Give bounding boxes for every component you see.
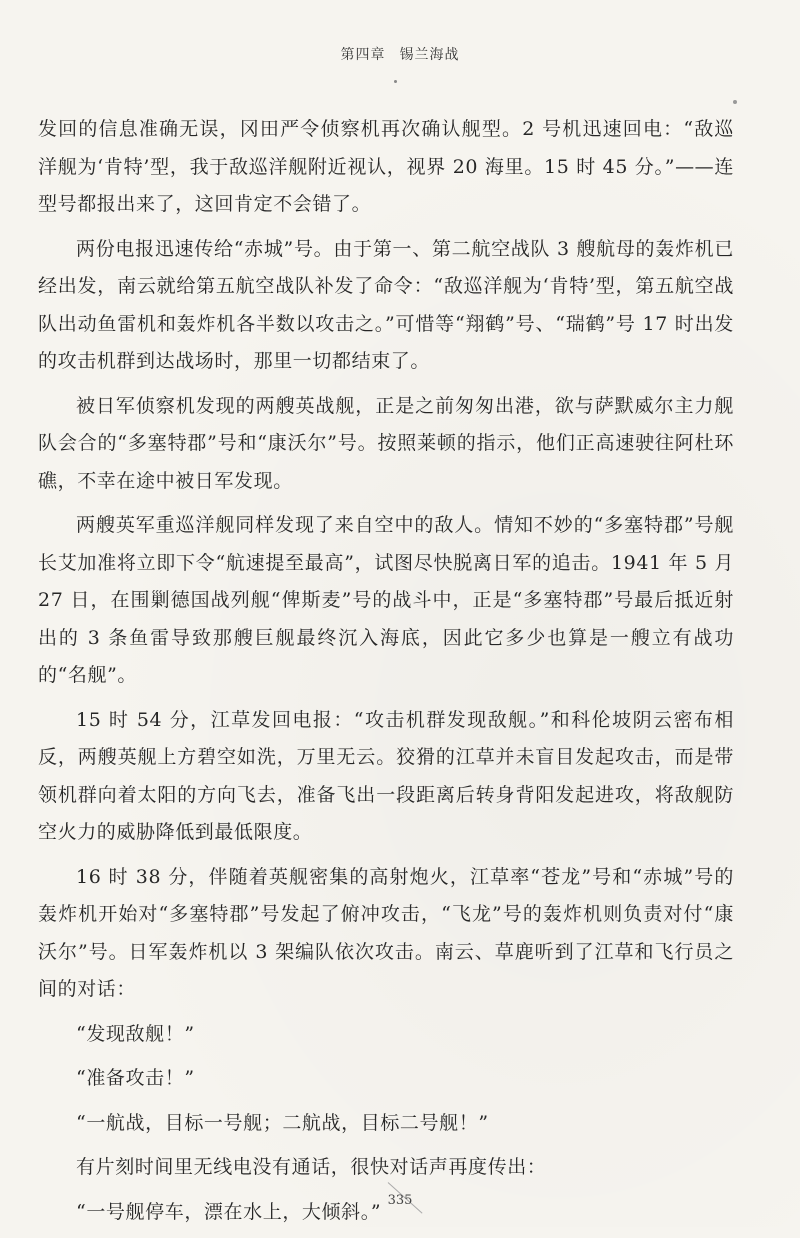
paragraph: 15 时 54 分，江草发回电报：“攻击机群发现敌舰。”和科伦坡阴云密布相反，两艘英舰上方碧空如洗，万里无云。狡猾的江草并未盲目发起攻击，而是带领机群向着太阳的方向飞去，准备飞出一段距离后转身背阳发起进攻，将敌舰防空火力的威胁降低到最低限度。 [38,708,734,843]
paragraph: 两艘英军重巡洋舰同样发现了来自空中的敌人。情知不妙的“多塞特郡”号舰长艾加准将立即下令“航速提至最高”，试图尽快脱离日军的追击。1941 年 5 月 27 日，在围剿德国战列舰“俾斯麦”号的战斗中，正是“多塞特郡”号最后抵近射出的 3 条鱼雷导致那艘巨舰最终沉入海底，因此它多少也算是一艘立有战功的“名舰”。 [38,514,734,686]
body-text [38,111,734,1238]
page-speck [733,100,737,104]
paragraph: 被日军侦察机发现的两艘英战舰，正是之前匆匆出港，欲与萨默威尔主力舰队会合的“多塞特郡”号和“康沃尔”号。按照莱顿的指示，他们正高速驶往阿杜环礁，不幸在途中被日军发现。 [38,394,734,492]
paragraph: 发回的信息准确无误，冈田严令侦察机再次确认舰型。2 号机迅速回电：“敌巡洋舰为‘肯特’型，我于敌巡洋舰附近视认，视界 20 海里。15 时 45 分。”——连型号都报出来了，这回肯定不会错了。 [38,118,734,215]
dialogue-line: “发现敌舰！” [76,1022,195,1045]
dialogue-line: “一航战，目标一号舰；二航战，目标二号舰！” [76,1111,489,1134]
dialogue-line: “准备攻击！” [76,1067,195,1089]
chapter-title: 锡兰海战 [399,47,460,63]
paragraph: 有片刻时间里无线电没有通话，很快对话声再度传出： [76,1156,547,1178]
chapter-number: 第四章 [340,47,386,63]
paragraph: 16 时 38 分，伴随着英舰密集的高射炮火，江草率“苍龙”号和“赤城”号的轰炸机开始对“多塞特郡”号发起了俯冲攻击，“飞龙”号的轰炸机则负责对付“康沃尔”号。日军轰炸机以 3 架编队依次攻击。南云、草鹿听到了江草和飞行员之间的对话： [38,865,734,1000]
header-ornament [394,80,397,83]
page-number: 335 [387,1193,413,1208]
paragraph: 两份电报迅速传给“赤城”号。由于第一、第二航空战队 3 艘航母的轰炸机已经出发，南云就给第五航空战队补发了命令：“敌巡洋舰为‘肯特’型，第五航空战队出动鱼雷机和轰炸机各半数以攻击之。”可惜等“翔鹤”号、“瑞鹤”号 17 时出发的攻击机群到达战场时，那里一切都结束了。 [38,237,734,372]
running-header [0,44,800,64]
dialogue-line: “一号舰停车，漂在水上，大倾斜。” [76,1200,382,1223]
